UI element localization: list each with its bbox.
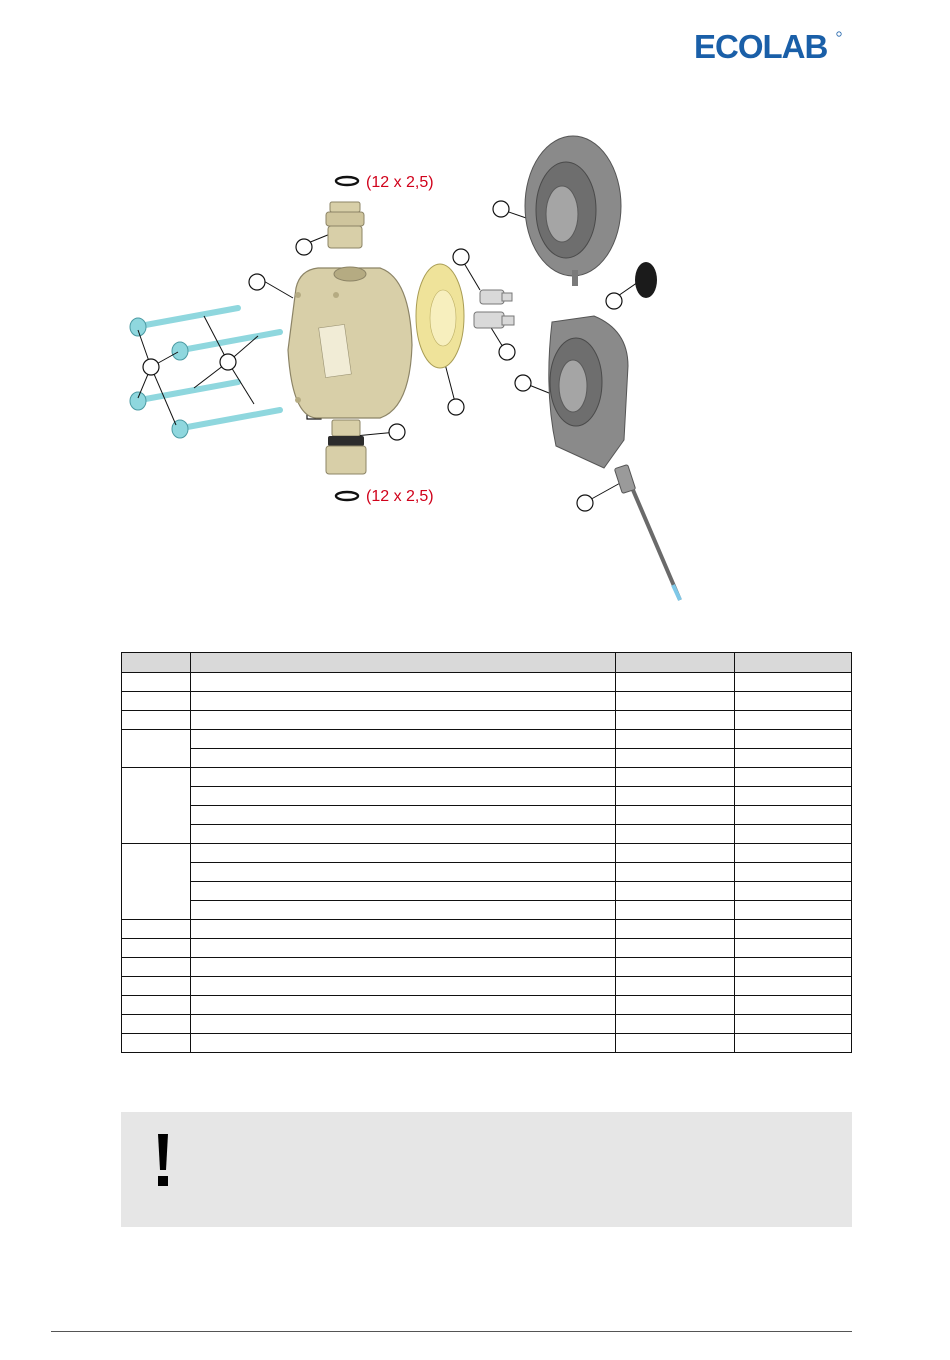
position-cell bbox=[122, 844, 191, 920]
column-4-cell bbox=[734, 692, 852, 711]
description-cell bbox=[191, 901, 616, 920]
table-row bbox=[122, 730, 852, 749]
notice-box bbox=[121, 1112, 852, 1227]
position-cell bbox=[122, 996, 191, 1015]
diaphragm bbox=[416, 264, 464, 368]
position-cell bbox=[122, 1034, 191, 1053]
description-cell bbox=[191, 730, 616, 749]
table-header-row bbox=[122, 653, 852, 673]
table-row bbox=[122, 1034, 852, 1053]
description-cell bbox=[191, 825, 616, 844]
position-cell bbox=[122, 977, 191, 996]
position-cell bbox=[122, 711, 191, 730]
spacer-pins bbox=[474, 290, 514, 328]
description-cell bbox=[191, 806, 616, 825]
front-housing bbox=[549, 316, 628, 468]
description-cell bbox=[191, 977, 616, 996]
description-cell bbox=[191, 844, 616, 863]
description-cell bbox=[191, 920, 616, 939]
column-4-cell bbox=[734, 920, 852, 939]
description-cell bbox=[191, 768, 616, 787]
ecolab-logo bbox=[692, 28, 842, 64]
column-4-cell bbox=[734, 996, 852, 1015]
top-valve bbox=[326, 202, 364, 248]
black-cap bbox=[635, 262, 657, 298]
column-4-cell bbox=[734, 939, 852, 958]
header-description bbox=[191, 653, 616, 673]
position-cell bbox=[122, 920, 191, 939]
position-cell bbox=[122, 673, 191, 692]
column-3-cell bbox=[616, 730, 734, 749]
table-row bbox=[122, 825, 852, 844]
top-o-ring bbox=[336, 177, 358, 185]
description-cell bbox=[191, 1015, 616, 1034]
table-row bbox=[122, 692, 852, 711]
column-4-cell bbox=[734, 673, 852, 692]
column-3-cell bbox=[616, 806, 734, 825]
column-4-cell bbox=[734, 825, 852, 844]
column-3-cell bbox=[616, 958, 734, 977]
seal-callout-top: (12 x 2,5) bbox=[366, 174, 434, 191]
column-3-cell bbox=[616, 749, 734, 768]
column-4-cell bbox=[734, 711, 852, 730]
svg-text:ECOLAB: ECOLAB bbox=[694, 28, 828, 64]
exploded-view-drawing bbox=[118, 130, 708, 610]
position-cell bbox=[122, 939, 191, 958]
column-3-cell bbox=[616, 901, 734, 920]
position-cell bbox=[122, 1015, 191, 1034]
description-cell bbox=[191, 692, 616, 711]
header-position bbox=[122, 653, 191, 673]
table-row bbox=[122, 844, 852, 863]
table-row bbox=[122, 711, 852, 730]
description-cell bbox=[191, 863, 616, 882]
table-row bbox=[122, 977, 852, 996]
table-row bbox=[122, 787, 852, 806]
position-cell bbox=[122, 768, 191, 844]
parts-table-body bbox=[122, 673, 852, 1053]
position-cell bbox=[122, 958, 191, 977]
column-4-cell bbox=[734, 958, 852, 977]
description-cell bbox=[191, 958, 616, 977]
description-cell bbox=[191, 711, 616, 730]
footer-rule bbox=[51, 1331, 852, 1332]
sensor-rod bbox=[614, 464, 680, 600]
column-4-cell bbox=[734, 863, 852, 882]
table-row bbox=[122, 1015, 852, 1034]
column-3-cell bbox=[616, 996, 734, 1015]
header-column-3 bbox=[616, 653, 734, 673]
pump-head bbox=[288, 267, 412, 418]
position-cell bbox=[122, 730, 191, 768]
column-4-cell bbox=[734, 844, 852, 863]
position-cell bbox=[122, 692, 191, 711]
column-4-cell bbox=[734, 730, 852, 749]
column-4-cell bbox=[734, 901, 852, 920]
table-row bbox=[122, 673, 852, 692]
column-3-cell bbox=[616, 977, 734, 996]
exclamation-icon bbox=[151, 1132, 175, 1188]
table-row bbox=[122, 749, 852, 768]
column-3-cell bbox=[616, 844, 734, 863]
table-row bbox=[122, 996, 852, 1015]
table-row bbox=[122, 863, 852, 882]
column-4-cell bbox=[734, 1034, 852, 1053]
table-row bbox=[122, 958, 852, 977]
column-3-cell bbox=[616, 692, 734, 711]
table-row bbox=[122, 901, 852, 920]
table-row bbox=[122, 920, 852, 939]
description-cell bbox=[191, 673, 616, 692]
seal-callout-bottom: (12 x 2,5) bbox=[366, 488, 434, 505]
column-3-cell bbox=[616, 711, 734, 730]
bottom-valve bbox=[326, 420, 366, 474]
description-cell bbox=[191, 749, 616, 768]
description-cell bbox=[191, 882, 616, 901]
table-row bbox=[122, 939, 852, 958]
column-3-cell bbox=[616, 768, 734, 787]
column-3-cell bbox=[616, 673, 734, 692]
column-4-cell bbox=[734, 1015, 852, 1034]
column-3-cell bbox=[616, 1034, 734, 1053]
column-3-cell bbox=[616, 920, 734, 939]
column-3-cell bbox=[616, 825, 734, 844]
column-3-cell bbox=[616, 787, 734, 806]
table-row bbox=[122, 806, 852, 825]
table-row bbox=[122, 882, 852, 901]
column-3-cell bbox=[616, 1015, 734, 1034]
column-3-cell bbox=[616, 863, 734, 882]
description-cell bbox=[191, 996, 616, 1015]
description-cell bbox=[191, 787, 616, 806]
column-4-cell bbox=[734, 882, 852, 901]
description-cell bbox=[191, 939, 616, 958]
column-3-cell bbox=[616, 882, 734, 901]
column-4-cell bbox=[734, 977, 852, 996]
column-4-cell bbox=[734, 749, 852, 768]
column-3-cell bbox=[616, 939, 734, 958]
table-row bbox=[122, 768, 852, 787]
rear-flange bbox=[525, 136, 621, 286]
bottom-o-ring bbox=[336, 492, 358, 500]
header-column-4 bbox=[734, 653, 852, 673]
column-4-cell bbox=[734, 787, 852, 806]
column-4-cell bbox=[734, 806, 852, 825]
column-4-cell bbox=[734, 768, 852, 787]
description-cell bbox=[191, 1034, 616, 1053]
parts-table bbox=[121, 652, 852, 1053]
